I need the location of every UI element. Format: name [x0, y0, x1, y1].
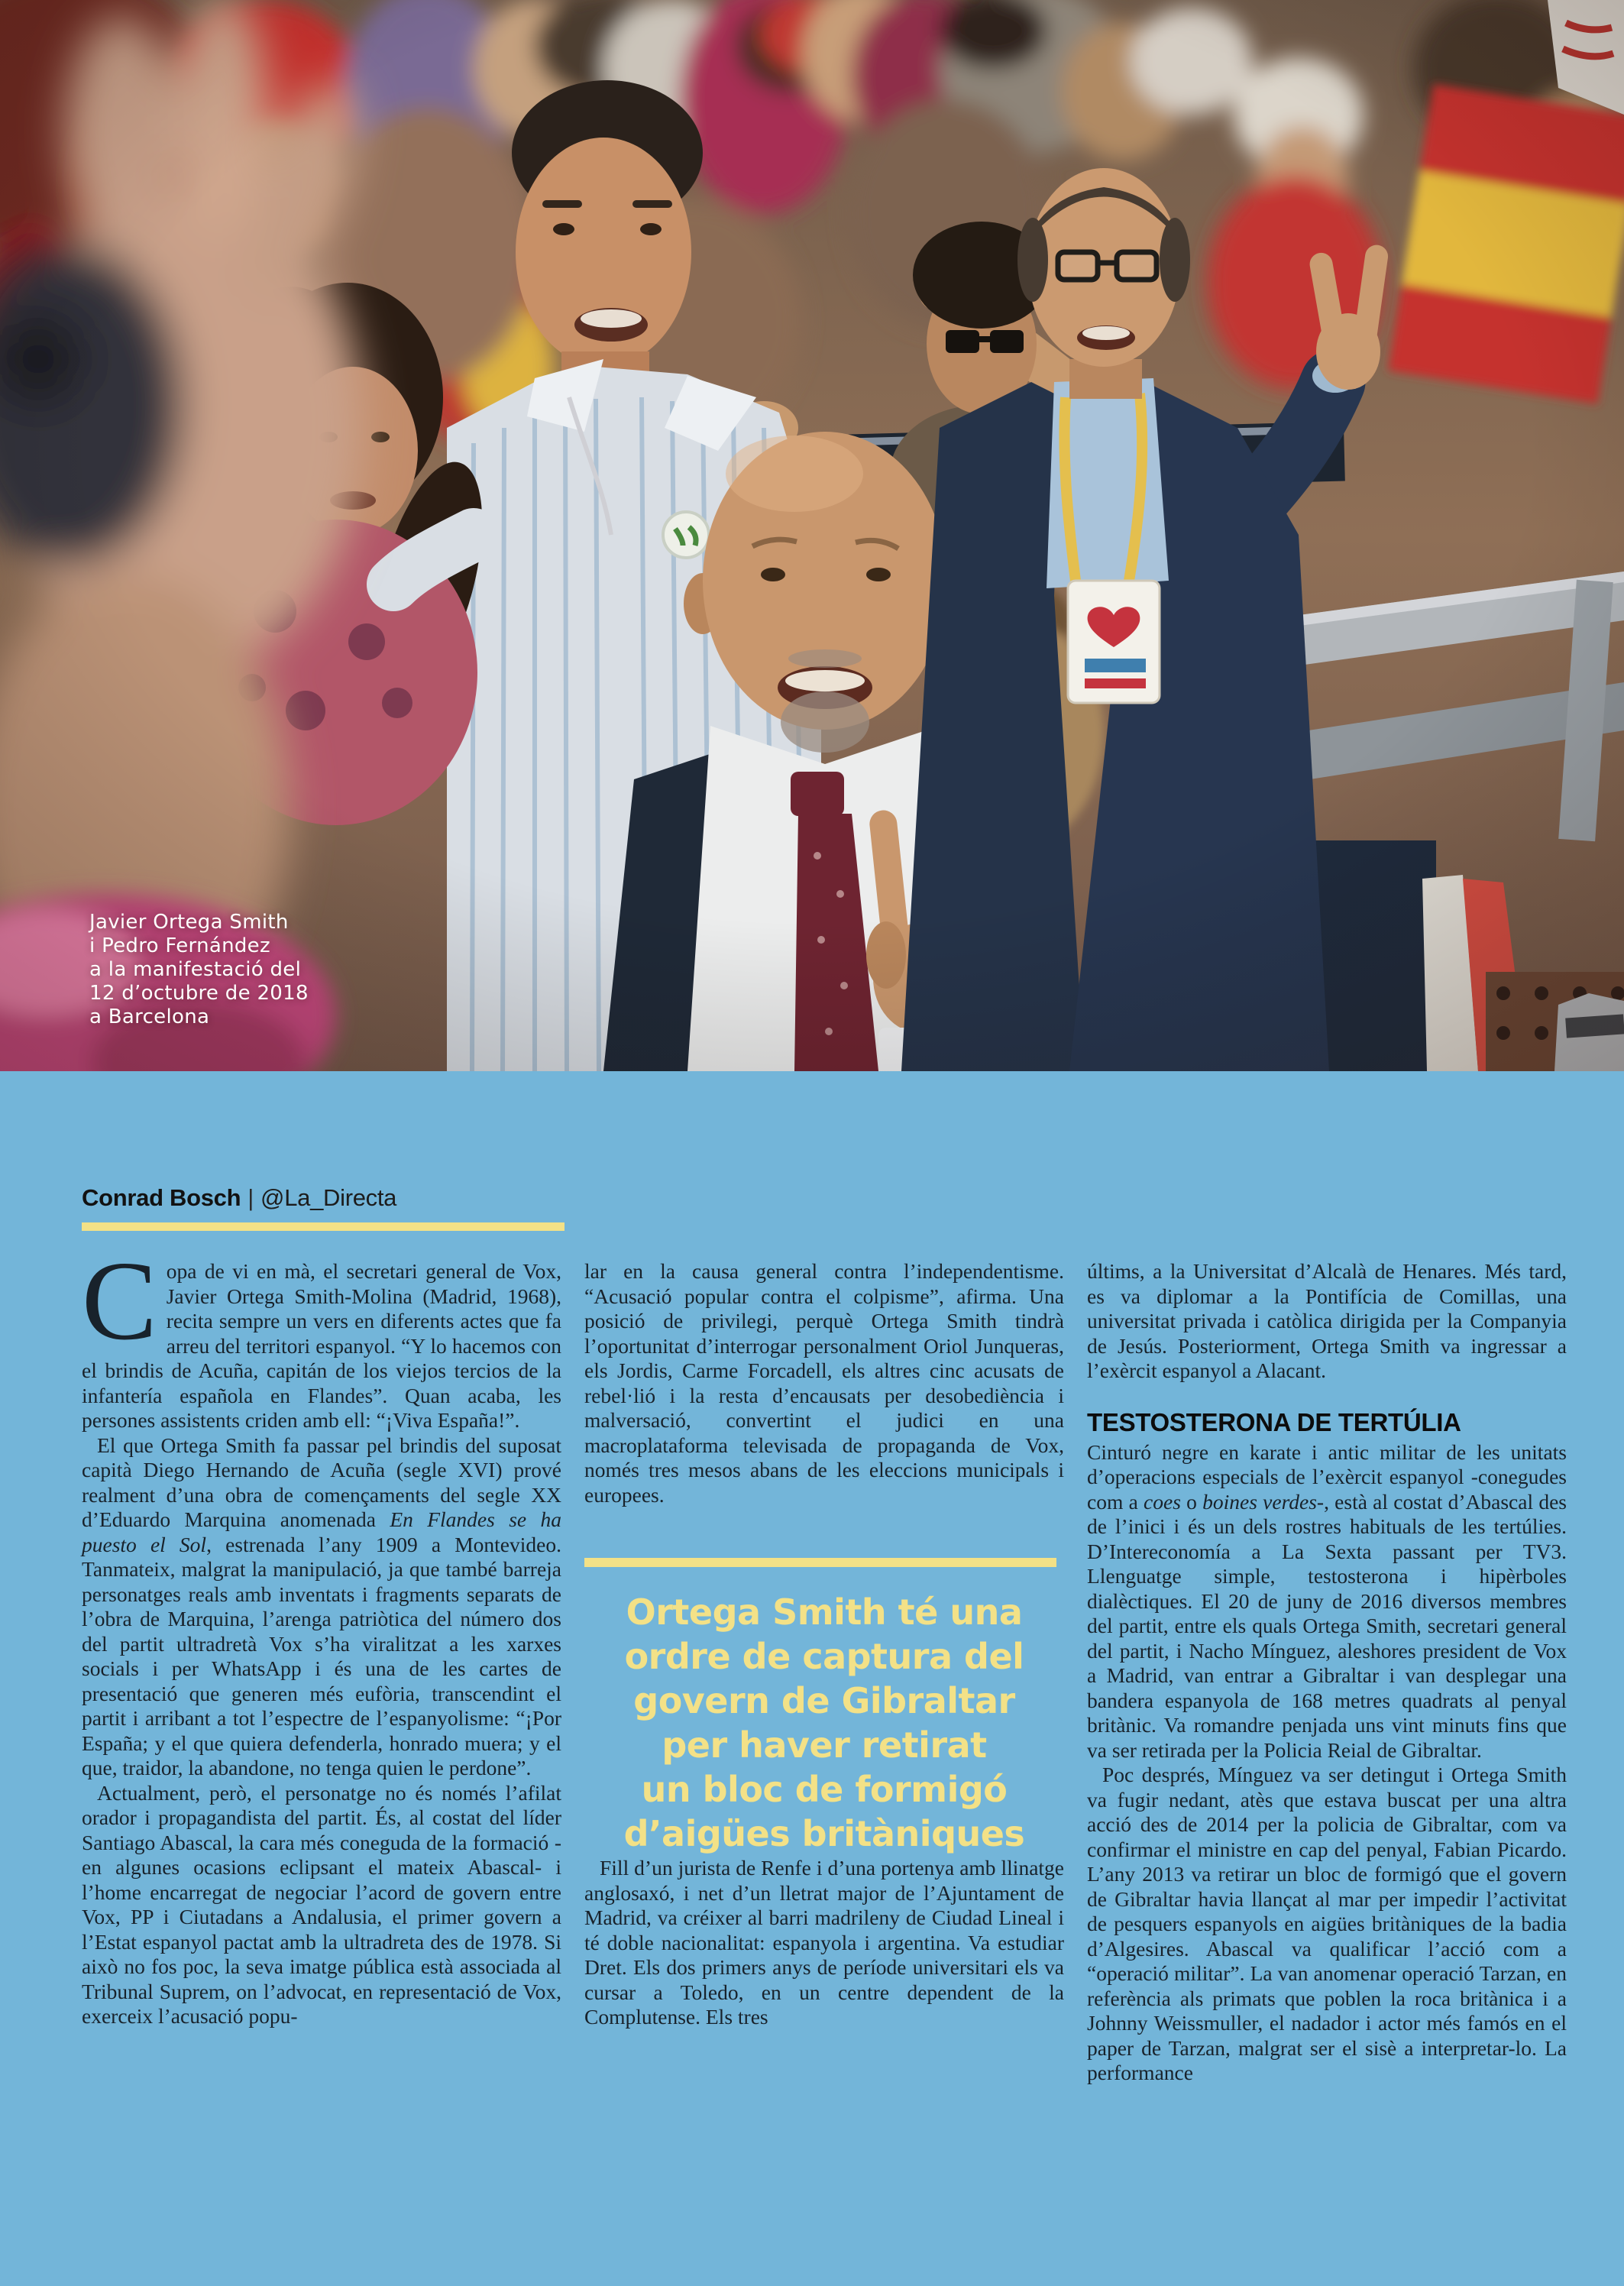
caption-line: i Pedro Fernández — [89, 934, 270, 957]
term-italic: coes — [1144, 1489, 1181, 1514]
term-italic: boines verdes — [1202, 1489, 1317, 1514]
pull-quote-line: un bloc de formigó — [641, 1769, 1008, 1810]
byline-handle: @La_Directa — [260, 1184, 397, 1211]
caption-line: 12 d’octubre de 2018 — [89, 982, 309, 1005]
paragraph-text: , estrenada l’any 1909 a Montevideo. Tanmateix, malgrat la manipulació, ja que també barreja personatges reals amb inventats i fragments separats de l’obra de Marquina, l’arenga patriòtica del número dos del partit ultradretà Vox s’ha viralitzat a les xarxes socials i per WhatsApp i és una de les cartes de presentació que generen més eufòria, transcendint el partit i arribant a tot l’espectre de l’espanyolisme: “¡Por España; y el que quiera defenderla, honrado muera; y el que, traidor, la abandone, no tenga quien le perdone”. — [82, 1532, 561, 1779]
paragraph-text: opa de vi en mà, el secretari general de Vox, Javier Ortega Smith-Molina (Madrid, 1968), recita sempre un vers en diferents actes que fa arreu del territori espanyol. “Y lo hacemos con el brindis de Acuña, capitán de los viejos tercios de la infantería española en Flandes”. Quan acaba, les persones assistents criden amb ell: “¡Viva España!”. — [82, 1259, 561, 1432]
pull-quote-line: d’aigües britàniques — [623, 1813, 1025, 1854]
pull-quote-line: ordre de captura del — [624, 1636, 1024, 1677]
caption-line: a Barcelona — [89, 1005, 210, 1028]
pull-quote-line: govern de Gibraltar — [633, 1680, 1015, 1721]
paragraph-text: El que Ortega Smith fa passar pel brindis del suposat capità Diego Hernando de Acuña (segle XVI) prové realment d’una obra de començaments del segle XX d’Eduardo Marquina anomenada — [82, 1433, 561, 1531]
body-paragraph: Poc després, Mínguez va ser detingut i Ortega Smith va fugir nedant, atès que estava buscat per una altra acció des de 2014 per la policia de Gibraltar, com va confirmar el ministre en cap del penyal, Fabian Picardo. L’any 2013 va retirar un bloc de formigó que el govern de Gibraltar havia llançat al mar per impedir l’activitat de pesquers espanyols en aigües britàniques de la badia d’Algesires. Abascal va qualificar l’acció com a “operació militar”. La van anomenar operació Tarzan, en referència als primats que poblen la roca britànica i a Johnny Weissmuller, el nadador i actor més famós en el paper de Tarzan, malgrat ser el sisè a interpretar-lo. La performance — [1087, 1763, 1567, 2084]
caption-line: Javier Ortega Smith — [89, 911, 289, 934]
byline-author: Conrad Bosch — [82, 1184, 241, 1211]
body-paragraph: lar en la causa general contra l’independentisme. “Acusació popular contra el colpisme”, afirma. Una posició de privilegi, perquè Ortega Smith tindrà l’oportunitat d’interrogar personalment Oriol Junqueras, els Jordis, Carme Forcadell, els altres cinc acusats de rebel·lió i la resta d’encausats per desobediència i malversació, convertint el judici en una macroplataforma televisada de propaganda de Vox, només tres mesos abans de les eleccions municipals i europees. — [584, 1259, 1064, 1507]
pull-quote-rule — [584, 1558, 1056, 1567]
paragraph-text: o — [1180, 1489, 1203, 1514]
byline — [82, 1185, 396, 1211]
body-paragraph: Actualment, però, el personatge no és només l’afilat orador i propagandista del partit. És, al costat del líder Santiago Abascal, la cara més coneguda de la formació -en algunes ocasions eclipsant el mateix Abascal- i l’home encarregat de negociar l’acord de govern entre Vox, PP i Ciutadans a Andalusia, el primer govern a l’Estat espanyol pactat amb la ultradreta des de 1978. Si això no fos poc, la seva imatge pública està associada al Tribunal Suprem, on l’advocat, en representació de Vox, exerceix l’acusació popu- — [82, 1780, 561, 2028]
column-3 — [1087, 1259, 1567, 2086]
photo-caption — [89, 911, 309, 1029]
drop-cap: C — [82, 1239, 157, 1364]
byline-separator: | — [247, 1184, 254, 1211]
body-paragraph: últims, a la Universitat d’Alcalà de Henares. Més tard, es va diplomar a la Pontifícia de Comillas, una universitat privada i catòlica dirigida per la Companyia de Jesús. Posteriorment, Ortega Smith va ingressar a l’exèrcit espanyol a Alacant. — [1087, 1259, 1567, 1382]
pull-quote — [584, 1590, 1064, 1856]
pull-quote-line: per haver retirat — [662, 1724, 987, 1766]
demonstration-photo — [0, 0, 1624, 1071]
body-paragraph — [82, 1433, 561, 1781]
body-paragraph — [82, 1239, 561, 1433]
paragraph-text: Cinturó negre en karate i antic militar de les unitats d’operacions especials de l’exèrcit espanyol -conegudes com a — [1087, 1439, 1567, 1514]
paragraph-text: -, està al costat d’Abascal des de l’inici i és un dels rostres habituals de les tertúlies. D’Intereconomía a La Sexta passant per TV3. Llenguatge simple, testosterona i hipèrboles dialèctiques. El 20 de juny de 2016 diversos membres del partit, entre els quals Ortega Smith, secretari general del partit, i Nacho Mínguez, aleshores president de Vox a Madrid, van entrar a Gibraltar i van desplegar una bandera espanyola de 168 metres quadrats al penyal britànic. Va romandre penjada uns vint minuts fins que va ser retirada per la Policia Reial de Gibraltar. — [1087, 1489, 1567, 1762]
body-paragraph: Fill d’un jurista de Renfe i d’una portenya amb llinatge anglosaxó, i net d’un lletrat major de l’Ajuntament de Madrid, va créixer al barri madrileny de Ciudad Lineal i té doble nacionalitat: espanyola i argentina. Va estudiar Dret. Els dos primers anys de període universitari els va cursar a Toledo, en un centre dependent de la Complutense. Els tres — [584, 1856, 1064, 2029]
body-paragraph — [1087, 1440, 1567, 1763]
column-2 — [584, 1259, 1064, 2030]
section-heading: TESTOSTERONA DE TERTÚLIA — [1087, 1407, 1461, 1436]
pull-quote-line: Ortega Smith té una — [626, 1591, 1023, 1633]
work-title: En Flandes se ha puesto el Sol — [82, 1507, 561, 1556]
byline-underline-bar — [82, 1222, 565, 1231]
caption-line: a la manifestació del — [89, 958, 302, 981]
column-1 — [82, 1239, 561, 2029]
